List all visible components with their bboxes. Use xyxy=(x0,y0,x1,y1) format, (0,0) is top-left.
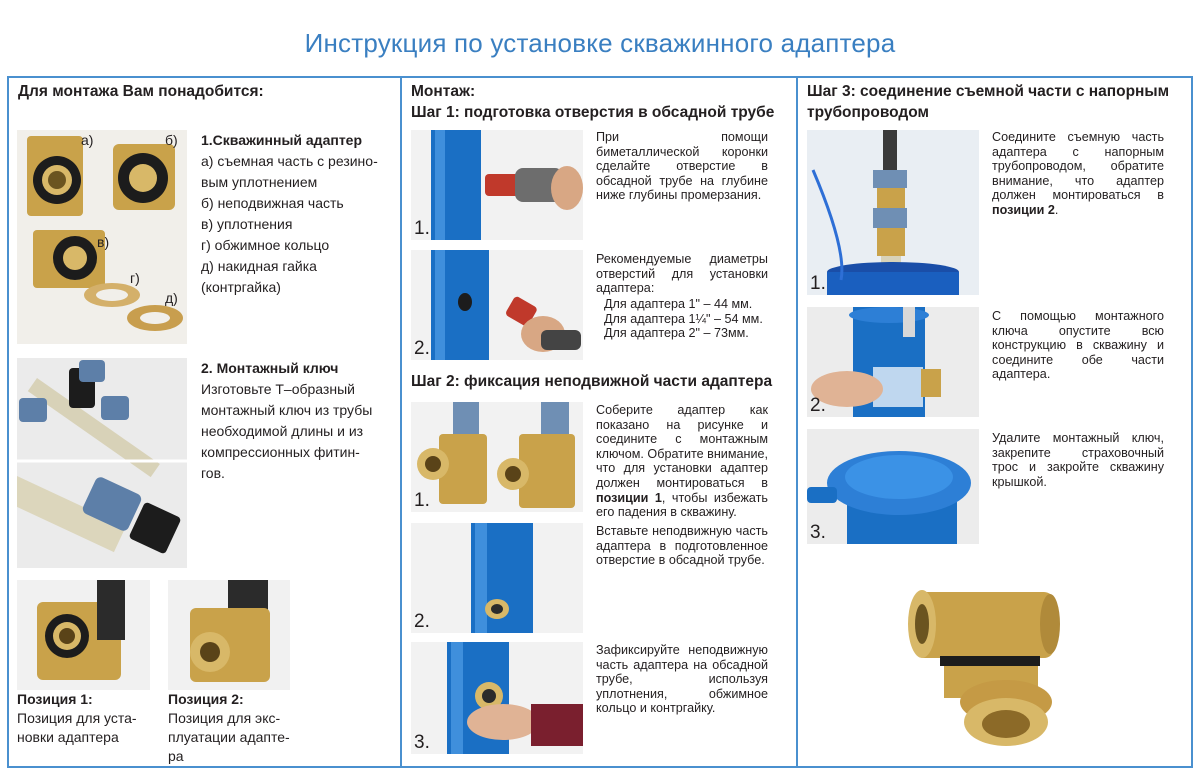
step1-photo-2 xyxy=(411,250,583,360)
position2-line: ра xyxy=(168,748,184,764)
diam-item: Для адаптера 1" – 44 мм. xyxy=(604,297,753,311)
step1-diam-list xyxy=(604,297,774,341)
step3-text1-b: . xyxy=(1054,202,1059,217)
diam-item: Для адаптера 1¼" – 54 мм. xyxy=(604,311,763,326)
position2-photo xyxy=(168,580,290,690)
step3-photo-1-number: 1. xyxy=(810,273,826,294)
column-divider-2 xyxy=(796,76,798,768)
step3-photo-3-number: 3. xyxy=(810,522,826,543)
step3-text1 xyxy=(992,130,1164,218)
label-v: в) xyxy=(97,234,110,250)
step2-text2: Вставьте неподвижную часть адаптера в подготовленное отверстие в обсадной трубе. xyxy=(596,524,768,568)
position2-caption xyxy=(168,690,308,766)
item2-line: компрессионных фитин- xyxy=(201,444,360,460)
page-title: Инструкция по установке скважинного адаптера xyxy=(304,28,896,58)
step2-photo-1-number: 1. xyxy=(414,490,430,511)
item1-line: б) неподвижная часть xyxy=(201,195,344,211)
step3-text1-bold: позиции 2 xyxy=(992,202,1055,217)
step1-photo-1 xyxy=(411,130,583,240)
step3-photo-2 xyxy=(807,307,979,417)
step2-photo-2 xyxy=(411,523,583,633)
position1-title: Позиция 1: xyxy=(17,691,93,707)
step2-photo-2-number: 2. xyxy=(414,611,430,632)
item2-line: необходимой длины и из xyxy=(201,423,364,439)
step3-photo-2-number: 2. xyxy=(810,395,826,416)
step2-text xyxy=(596,403,768,520)
step3-heading: Шаг 3: соединение съемной части с напорным трубопроводом xyxy=(807,83,1170,121)
position1-line: Позиция для уста- xyxy=(17,710,137,726)
mounting-key-photo xyxy=(17,358,187,568)
step2-photo-1 xyxy=(411,402,583,512)
item1-line: г) обжимное кольцо xyxy=(201,237,330,253)
step3-text2: С помощью монтажного ключа опустите всю конструкцию в скважину и соедините обе части адаптера. xyxy=(992,309,1164,382)
item2-description xyxy=(201,358,377,484)
step3-text1-a: Соедините съемную часть адаптера с напорным трубопроводом, обратите внимание, что адаптер должен монтироваться в xyxy=(992,130,1164,203)
diam-item: Для адаптера 2" – 73мм. xyxy=(604,326,749,341)
step3-text3: Удалите монтажный ключ, закрепите страховочный трос и закройте скважину крышкой. xyxy=(992,431,1164,489)
step1-heading: Шаг 1: подготовка отверстия в обсадной трубе xyxy=(411,104,775,121)
position1-line: новки адаптера xyxy=(17,729,119,745)
label-a: а) xyxy=(81,132,94,148)
item1-line: а) съемная часть с резино- xyxy=(201,153,378,169)
step3-photo-1 xyxy=(807,130,979,295)
item1-title: 1.Скважинный адаптер xyxy=(201,132,363,148)
label-g: г) xyxy=(130,270,140,286)
position2-title: Позиция 2: xyxy=(168,691,244,707)
step2-text-bold: позиции 1 xyxy=(596,490,662,505)
step3-photo-3 xyxy=(807,429,979,544)
step2-photo-3-number: 3. xyxy=(414,732,430,753)
step1-photo-1-number: 1. xyxy=(414,218,430,239)
step2-heading: Шаг 2: фиксация неподвижной части адаптера xyxy=(411,373,773,390)
item2-line: Изготовьте Т–образный xyxy=(201,381,355,397)
label-d: д) xyxy=(165,290,178,306)
adapter-render-photo xyxy=(900,572,1080,757)
label-b: б) xyxy=(165,132,178,148)
step1-text: При помощи биметаллической коронки сделайте отверстие в обсадной трубе на глубине ниже глубины промерзания. xyxy=(596,130,768,203)
col2-heading: Монтаж: xyxy=(411,83,476,100)
item1-line: в) уплотнения xyxy=(201,216,293,232)
adapter-parts-photo xyxy=(17,130,187,344)
item2-line: гов. xyxy=(201,465,225,481)
item1-description xyxy=(201,130,391,298)
step2-photo-3 xyxy=(411,642,583,754)
position1-photo xyxy=(17,580,150,690)
position2-line: плуатации адапте- xyxy=(168,729,290,745)
step1-photo-2-number: 2. xyxy=(414,338,430,359)
col1-heading: Для монтажа Вам понадобится: xyxy=(18,83,264,100)
item2-line: монтажный ключ из трубы xyxy=(201,402,373,418)
item1-line: (контргайка) xyxy=(201,279,281,295)
step2-text-b: , чтобы избежать его падения в скважину. xyxy=(596,490,768,520)
position1-caption xyxy=(17,690,157,747)
step2-text3: Зафиксируйте неподвижную часть адаптера на обсадной трубе, используя уплотнения, обжимное кольцо и контргайку. xyxy=(596,643,768,716)
step2-text-a: Соберите адаптер как показано на рисунке и соедините с монтажным ключом. Обратите внимание, что для установки адаптер должен монтироваться в xyxy=(596,403,768,490)
item1-line: вым уплотнением xyxy=(201,174,318,190)
step1-diam-intro: Рекомендуемые диаметры отверстий для установки адаптера: xyxy=(596,252,768,296)
position2-line: Позиция для экс- xyxy=(168,710,281,726)
column-divider-1 xyxy=(400,76,402,768)
item1-line: д) накидная гайка xyxy=(201,258,317,274)
item2-title: 2. Монтажный ключ xyxy=(201,360,339,376)
